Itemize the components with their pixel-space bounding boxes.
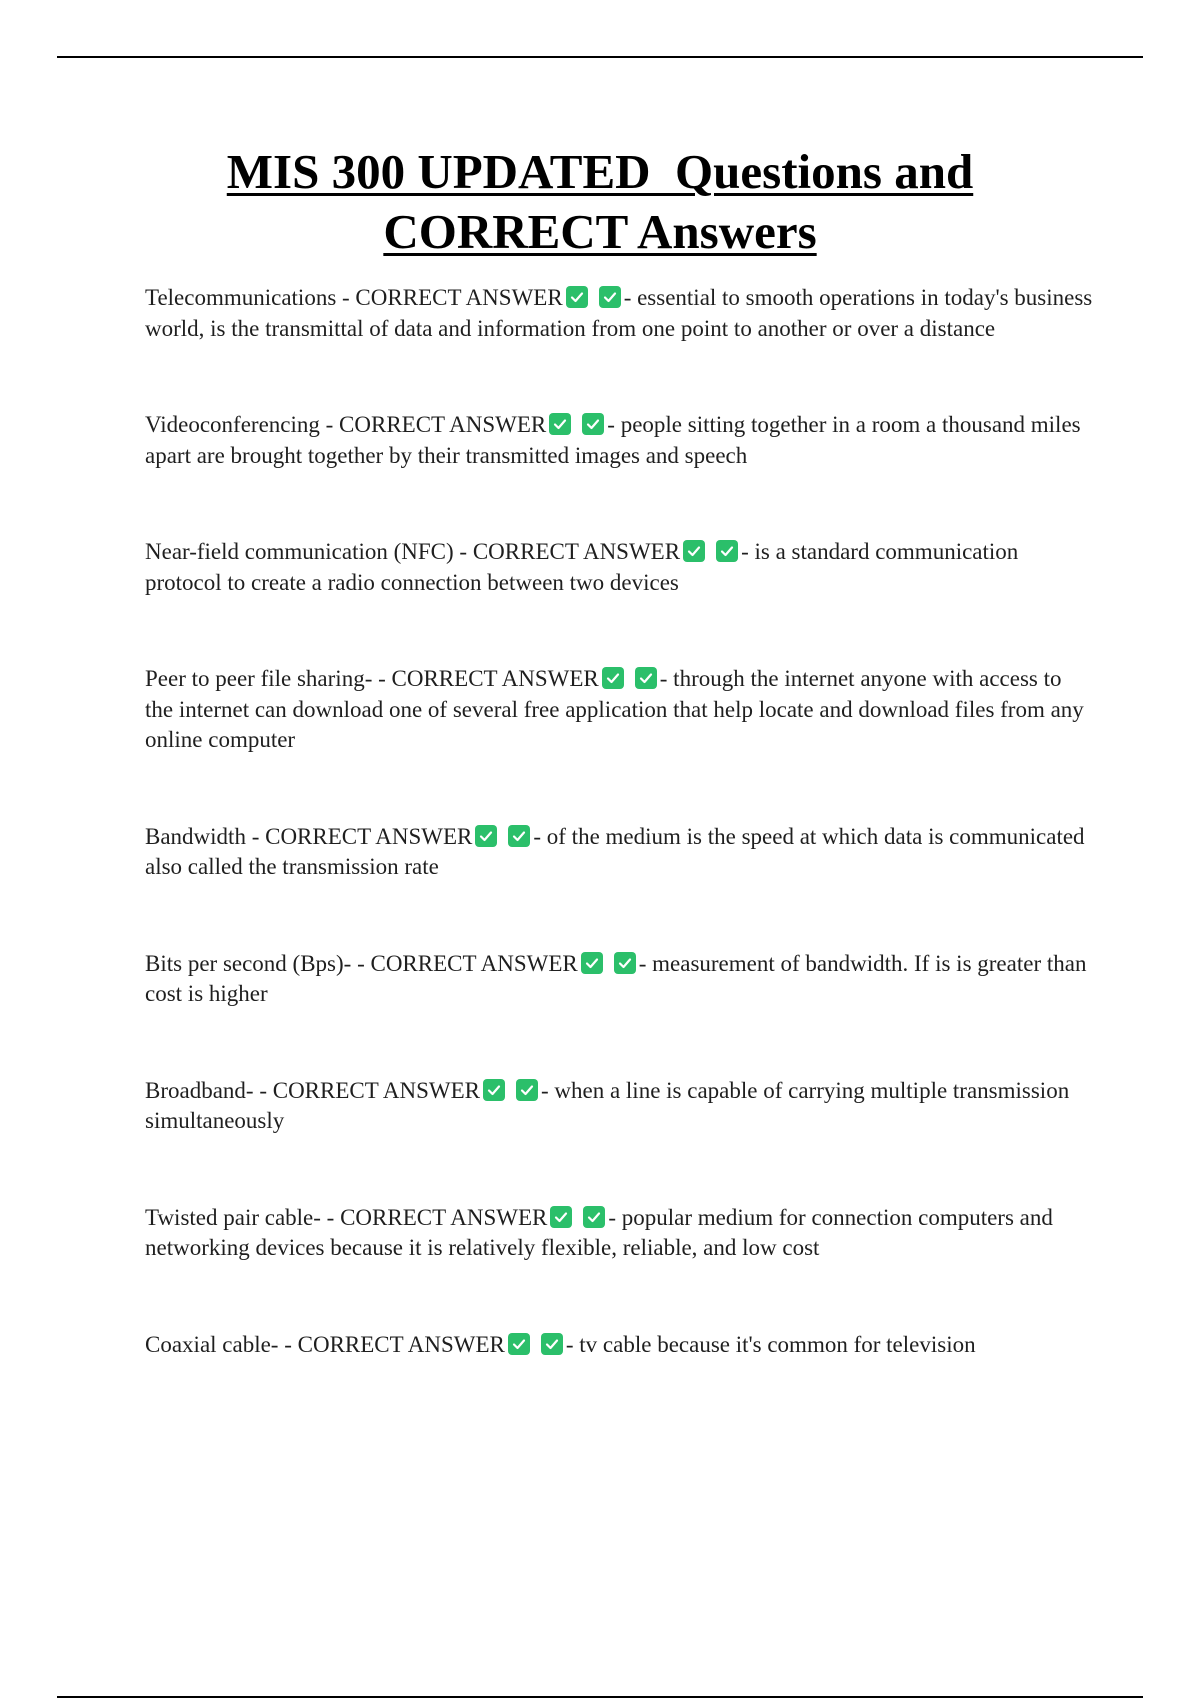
check-square-icon (483, 1079, 505, 1101)
qa-term: Coaxial cable- - CORRECT ANSWER (145, 1331, 505, 1357)
qa-term: Peer to peer file sharing- - CORRECT ANSWER (145, 666, 599, 691)
check-square-icon (599, 286, 621, 308)
bottom-rule (57, 1696, 1143, 1698)
qa-item (145, 1076, 1095, 1137)
qa-term: Broadband- - CORRECT ANSWER (145, 1077, 480, 1103)
check-square-icon (550, 1206, 572, 1228)
check-square-icon (566, 286, 588, 308)
qa-answer: - when a line is capable of carrying multiple transmission simultaneously (145, 1077, 1070, 1133)
qa-answer: - popular medium for connection computers and networking devices because it is relatively flexible, reliable, and low cost (145, 1204, 1053, 1260)
check-square-icon (582, 413, 604, 435)
qa-answer: - measurement of bandwidth. If is is greater than cost is higher (145, 950, 1087, 1006)
check-square-icon (541, 1333, 563, 1355)
qa-answer: - through the internet anyone with access to the internet can download one of several free application that help locate and download files from any online computer (145, 666, 1084, 752)
check-square-icon (508, 825, 530, 847)
check-square-icon (635, 667, 657, 689)
qa-answer: - tv cable because it's common for television (565, 1331, 976, 1357)
check-square-icon (516, 1079, 538, 1101)
qa-term: Bandwidth - CORRECT ANSWER (145, 823, 473, 849)
check-square-icon (475, 825, 497, 847)
qa-answer: - of the medium is the speed at which data is communicated also called the transmission rate (145, 823, 1085, 879)
qa-answer: - is a standard communication protocol to create a radio connection between two devices (145, 539, 1019, 595)
check-square-icon (683, 540, 705, 562)
check-square-icon (716, 540, 738, 562)
qa-term: Twisted pair cable- - CORRECT ANSWER (145, 1204, 548, 1230)
check-square-icon (583, 1206, 605, 1228)
qa-answer: - essential to smooth operations in today's business world, is the transmittal of data and information from one point to another or over a distance (145, 285, 1093, 341)
top-rule (57, 56, 1143, 58)
qa-item (145, 949, 1095, 1010)
qa-term: Bits per second (Bps)- - CORRECT ANSWER (145, 950, 578, 976)
document-title (0, 142, 1200, 262)
qa-term: Videoconferencing - CORRECT ANSWER (145, 412, 547, 437)
qa-item (145, 537, 1095, 598)
qa-item (145, 822, 1095, 883)
title-line-1: MIS 300 UPDATED Questions and (226, 144, 974, 199)
qa-term: Near-field communication (NFC) - CORRECT ANSWER (145, 539, 681, 564)
qa-item (145, 410, 1095, 471)
title-line-2: CORRECT Answers (383, 204, 817, 259)
qa-item (145, 664, 1095, 756)
check-square-icon (549, 413, 571, 435)
check-square-icon (614, 952, 636, 974)
qa-item (145, 283, 1095, 344)
qa-item (145, 1330, 1095, 1361)
qa-answer: - people sitting together in a room a thousand miles apart are brought together by their transmitted images and speech (145, 412, 1081, 468)
qa-list (145, 283, 1095, 1426)
check-square-icon (602, 667, 624, 689)
qa-item (145, 1203, 1095, 1264)
qa-term: Telecommunications - CORRECT ANSWER (145, 285, 563, 310)
check-square-icon (581, 952, 603, 974)
check-square-icon (508, 1333, 530, 1355)
